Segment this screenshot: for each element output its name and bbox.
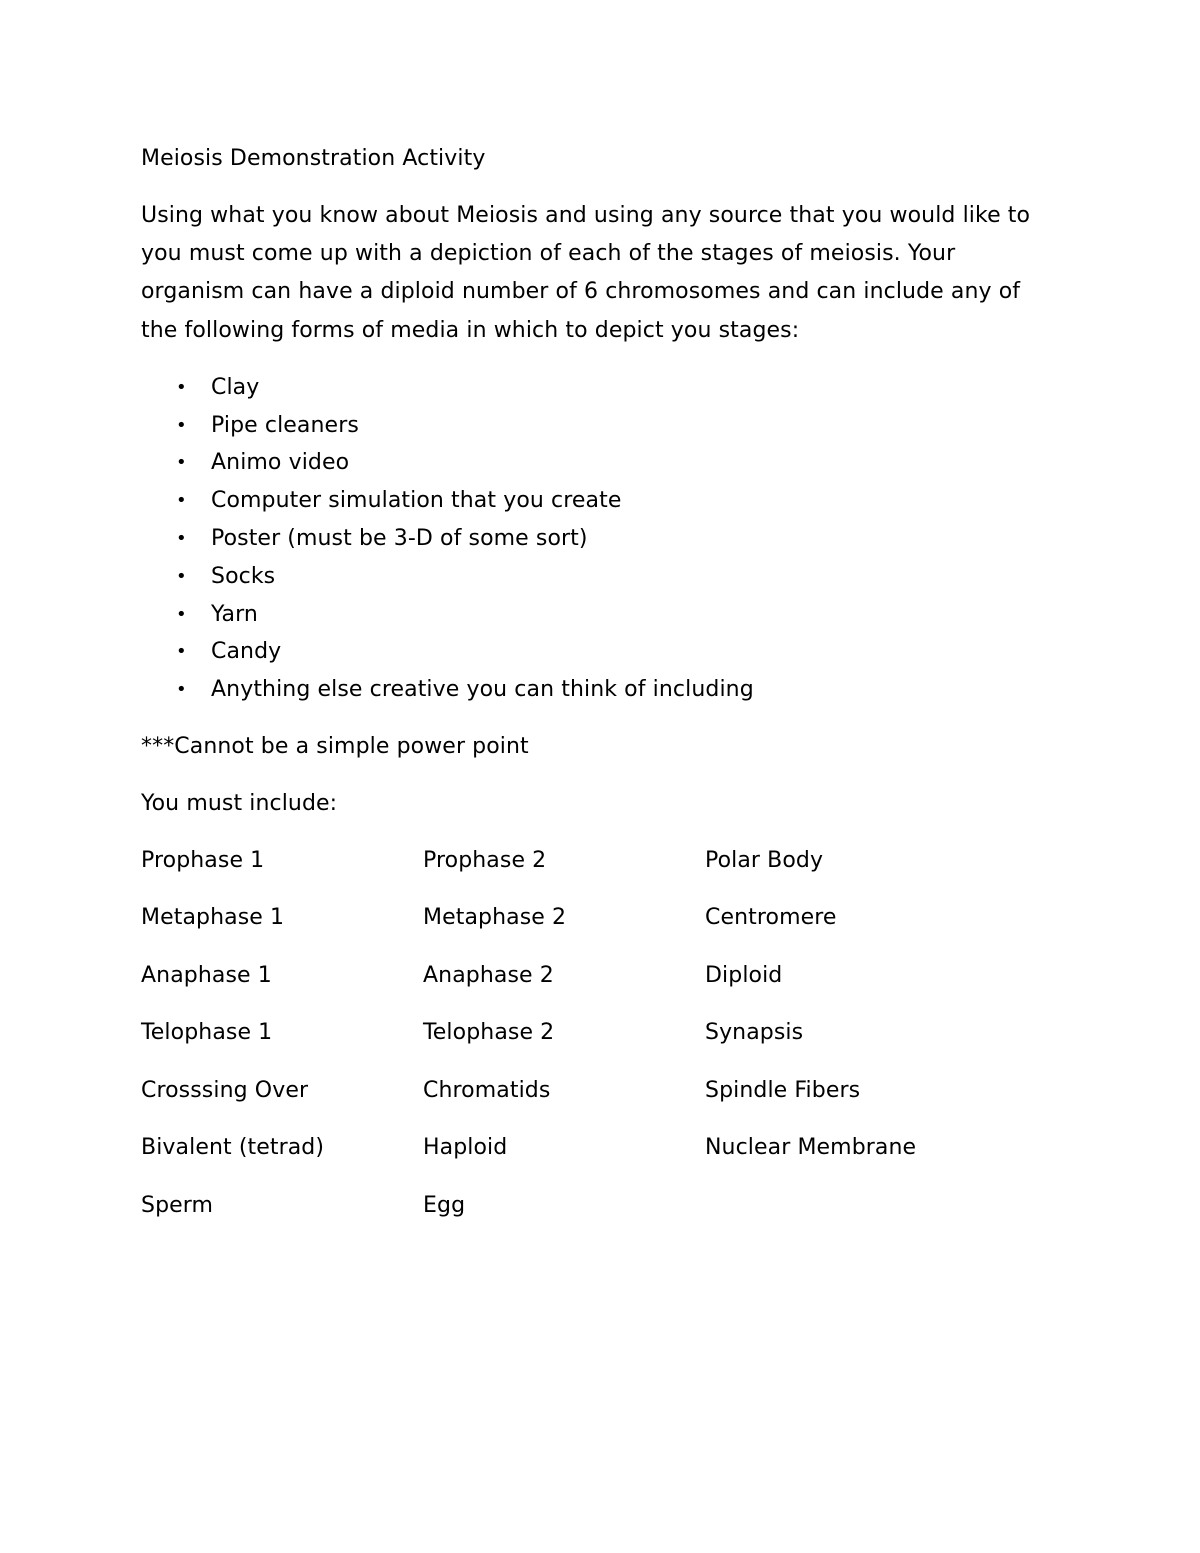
- list-item-label: Poster (must be 3-D of some sort): [211, 526, 588, 551]
- term-cell: Bivalent (tetrad): [141, 1135, 325, 1161]
- bullet-icon: •: [176, 528, 187, 549]
- term-cell: Prophase 2: [423, 847, 547, 873]
- list-item: [141, 671, 1061, 709]
- list-item: [141, 520, 1061, 558]
- table-row: [141, 1072, 1061, 1130]
- table-row: [141, 1129, 1061, 1187]
- list-item: [141, 633, 1061, 671]
- term-cell: Crosssing Over: [141, 1077, 309, 1103]
- list-item-label: Yarn: [211, 601, 258, 627]
- media-list: [141, 369, 1061, 709]
- term-cell: Anaphase 2: [423, 962, 554, 988]
- document-title: Meiosis Demonstration Activity: [141, 146, 486, 171]
- term-cell: Chromatids: [423, 1077, 551, 1103]
- list-item-label: Pipe cleaners: [211, 412, 359, 438]
- bullet-icon: •: [176, 603, 187, 625]
- term-cell: Polar Body: [705, 847, 824, 873]
- intro-paragraph: Using what you know about Meiosis and using any source that you would like to you must come up with a depiction of each of the stages of meiosis. Your organism can have a diploid number of 6 chromosomes and can include any of the following forms of media in which to depict you stages:: [141, 203, 1031, 343]
- list-item: [141, 407, 1061, 445]
- table-row: [141, 899, 1061, 957]
- list-item-label: Anything else creative you can think of including: [211, 677, 754, 703]
- term-cell: Metaphase 2: [423, 905, 567, 931]
- include-heading: You must include:: [141, 790, 338, 816]
- bullet-icon: •: [176, 376, 187, 398]
- list-item-label: Animo video: [211, 450, 350, 476]
- list-item: [141, 444, 1061, 482]
- term-cell: Diploid: [705, 962, 783, 988]
- list-item: [141, 558, 1061, 596]
- document-content: [141, 140, 1061, 1244]
- term-cell: Telophase 2: [423, 1020, 555, 1046]
- term-cell: Nuclear Membrane: [705, 1135, 917, 1161]
- bullet-icon: •: [176, 679, 187, 701]
- table-row: [141, 1187, 1061, 1245]
- bullet-icon: •: [176, 490, 187, 512]
- term-cell: Synapsis: [705, 1020, 804, 1046]
- term-cell: Telophase 1: [141, 1020, 273, 1046]
- term-cell: Metaphase 1: [141, 905, 285, 931]
- bullet-icon: •: [176, 641, 187, 663]
- term-cell: Anaphase 1: [141, 962, 272, 988]
- term-cell: Sperm: [141, 1192, 214, 1218]
- bullet-icon: •: [176, 414, 187, 436]
- term-cell: Haploid: [423, 1135, 508, 1161]
- term-cell: Spindle Fibers: [705, 1077, 861, 1103]
- term-cell: [705, 1187, 1045, 1245]
- term-cell: Centromere: [705, 905, 837, 931]
- bullet-icon: •: [176, 452, 187, 474]
- list-item: [141, 482, 1061, 520]
- list-item-label: Socks: [211, 563, 276, 589]
- table-row: [141, 957, 1061, 1015]
- bullet-icon: •: [176, 565, 187, 587]
- table-row: [141, 842, 1061, 900]
- table-row: [141, 1014, 1061, 1072]
- list-item-label: Clay: [211, 374, 260, 400]
- list-item: [141, 596, 1061, 634]
- list-item: [141, 369, 1061, 407]
- required-terms-table: [141, 842, 1061, 1245]
- term-cell: Prophase 1: [141, 847, 265, 873]
- powerpoint-note: ***Cannot be a simple power point: [141, 733, 529, 759]
- list-item-label: Computer simulation that you create: [211, 488, 622, 514]
- list-item-label: Candy: [211, 639, 282, 665]
- term-cell: Egg: [423, 1192, 466, 1218]
